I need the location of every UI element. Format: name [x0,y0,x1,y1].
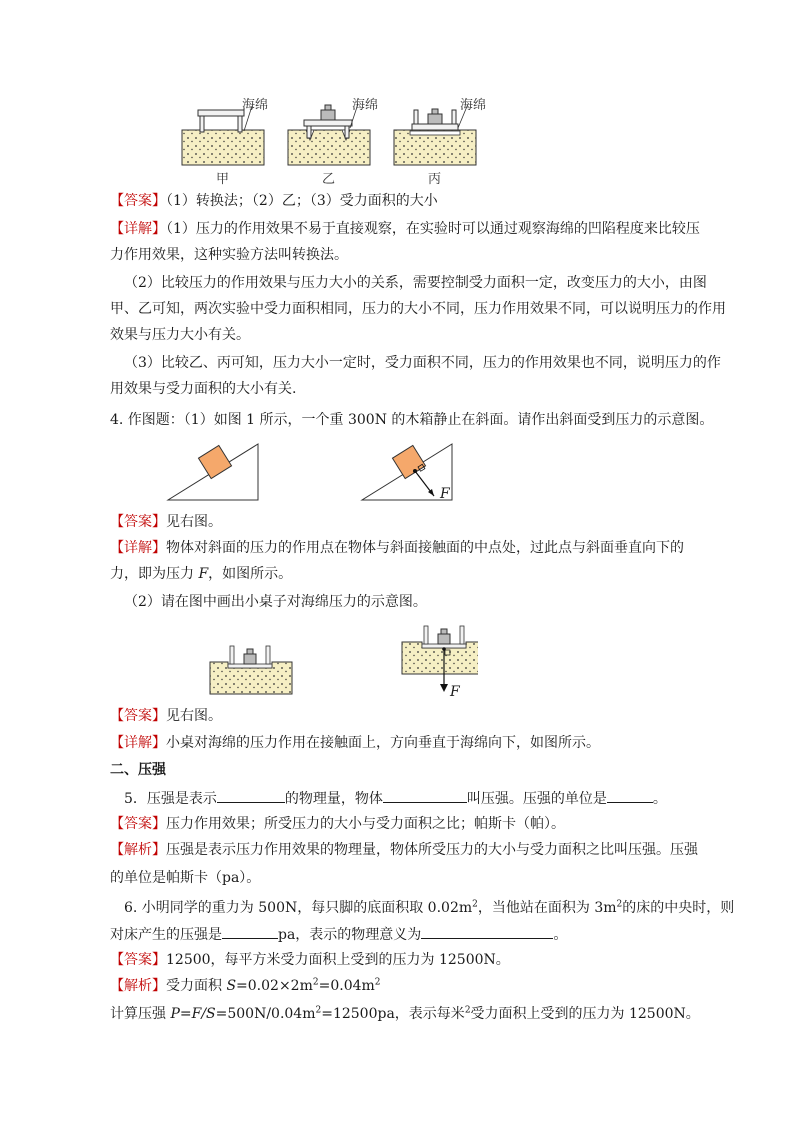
q5-analysis-a: 【解析】压强是表示压力作用效果的物理量，物体所受压力的大小与受力面积之比叫压强。压强 [110,842,698,858]
caption-jia: 甲 [216,172,230,187]
q3-detail-3b: 用效果与受力面积的大小有关. [110,381,297,397]
q6-analysis: 【解析】受力面积 $S=0.02\times 2m^2=0.04m^2$ [110,977,381,994]
caption-bing: 丙 [428,172,442,187]
label-sponge-1: 海绵 [242,98,269,113]
q3-detail-1b: 力作用效果，这种实验方法叫转换法。 [110,247,348,263]
q4-detail-b: 力，即为压力 F，如图所示。 [110,566,293,582]
q3-detail-3a: （3）比较乙、丙可知，压力大小一定时，受力面积不同，压力的作用效果也不同，说明压力的作 [124,355,721,371]
q4-stem: 4. 作图题：（1）如图 1 所示，一个重 300N 的木箱静止在斜面。请作出斜面受到压力的示意图。 [110,412,714,428]
sponge-bing [394,104,476,165]
sponge-yi [288,104,370,165]
q6-calc: 计算压强 $P=F/S=500N/0.04m^2=12500pa$，表示每米$^2$受力面积上受到的压力为 12500N。 [110,1005,700,1022]
q3-detail-2a: （2）比较压力的作用效果与压力大小的关系，需要控制受力面积一定，改变压力的大小，由图 [124,275,707,291]
q6-stem-a: 6. 小明同学的重力为 500N，每只脚的底面积取 $0.02m^2$，当他站在面积为 $3m^2$的床的中央时，则 [124,899,735,916]
q6-stem-b: 对床产生的压强是 pa，表示的物理意义为 。 [110,924,567,945]
q5-stem: 5．压强是表示 的物理量，物体 叫压强。压强的单位是 。 [124,788,667,809]
incline-force-label: F [440,486,450,502]
q4-answer2: 【答案】见右图。 [110,708,222,724]
q5-analysis-b: 的单位是帕斯卡（pa）。 [110,870,261,886]
q4-detail-a: 【详解】物体对斜面的压力的作用点在物体与斜面接触面的中点处，过此点与斜面垂直向下的 [110,540,684,556]
q3-detail-1a: 【详解】（1）压力的作用效果不易于直接观察，在实验时可以通过观察海绵的凹陷程度来比较压 [110,221,700,237]
caption-yi: 乙 [322,172,336,187]
q4-answer: 【答案】见右图。 [110,514,222,530]
table-sponge-figure [208,618,478,698]
incline-figure [166,440,476,504]
section-title: 二、压强 [110,762,166,778]
q3-detail-2c: 效果与压力大小有关。 [110,327,250,343]
q5-answer: 【答案】压力作用效果；所受压力的大小与受力面积之比；帕斯卡（帕）。 [110,816,565,832]
sponge-jia [182,106,264,165]
table-force-label: F [450,684,460,700]
q3-answer: 【答案】（1）转换法；（2）乙；（3）受力面积的大小 [110,193,438,209]
label-sponge-3: 海绵 [460,98,487,113]
q6-answer: 【答案】12500，每平方米受力面积上受到的压力为 12500N。 [110,952,510,968]
label-sponge-2: 海绵 [352,98,379,113]
q4-detail2: 【详解】小桌对海绵的压力作用在接触面上，方向垂直于海绵向下，如图所示。 [110,735,600,751]
q4-part2: （2）请在图中画出小桌子对海绵压力的示意图。 [124,594,427,610]
q3-detail-2b: 甲、乙可知，两次实验中受力面积相同，压力的大小不同，压力作用效果不同，可以说明压力的作用 [110,301,726,317]
